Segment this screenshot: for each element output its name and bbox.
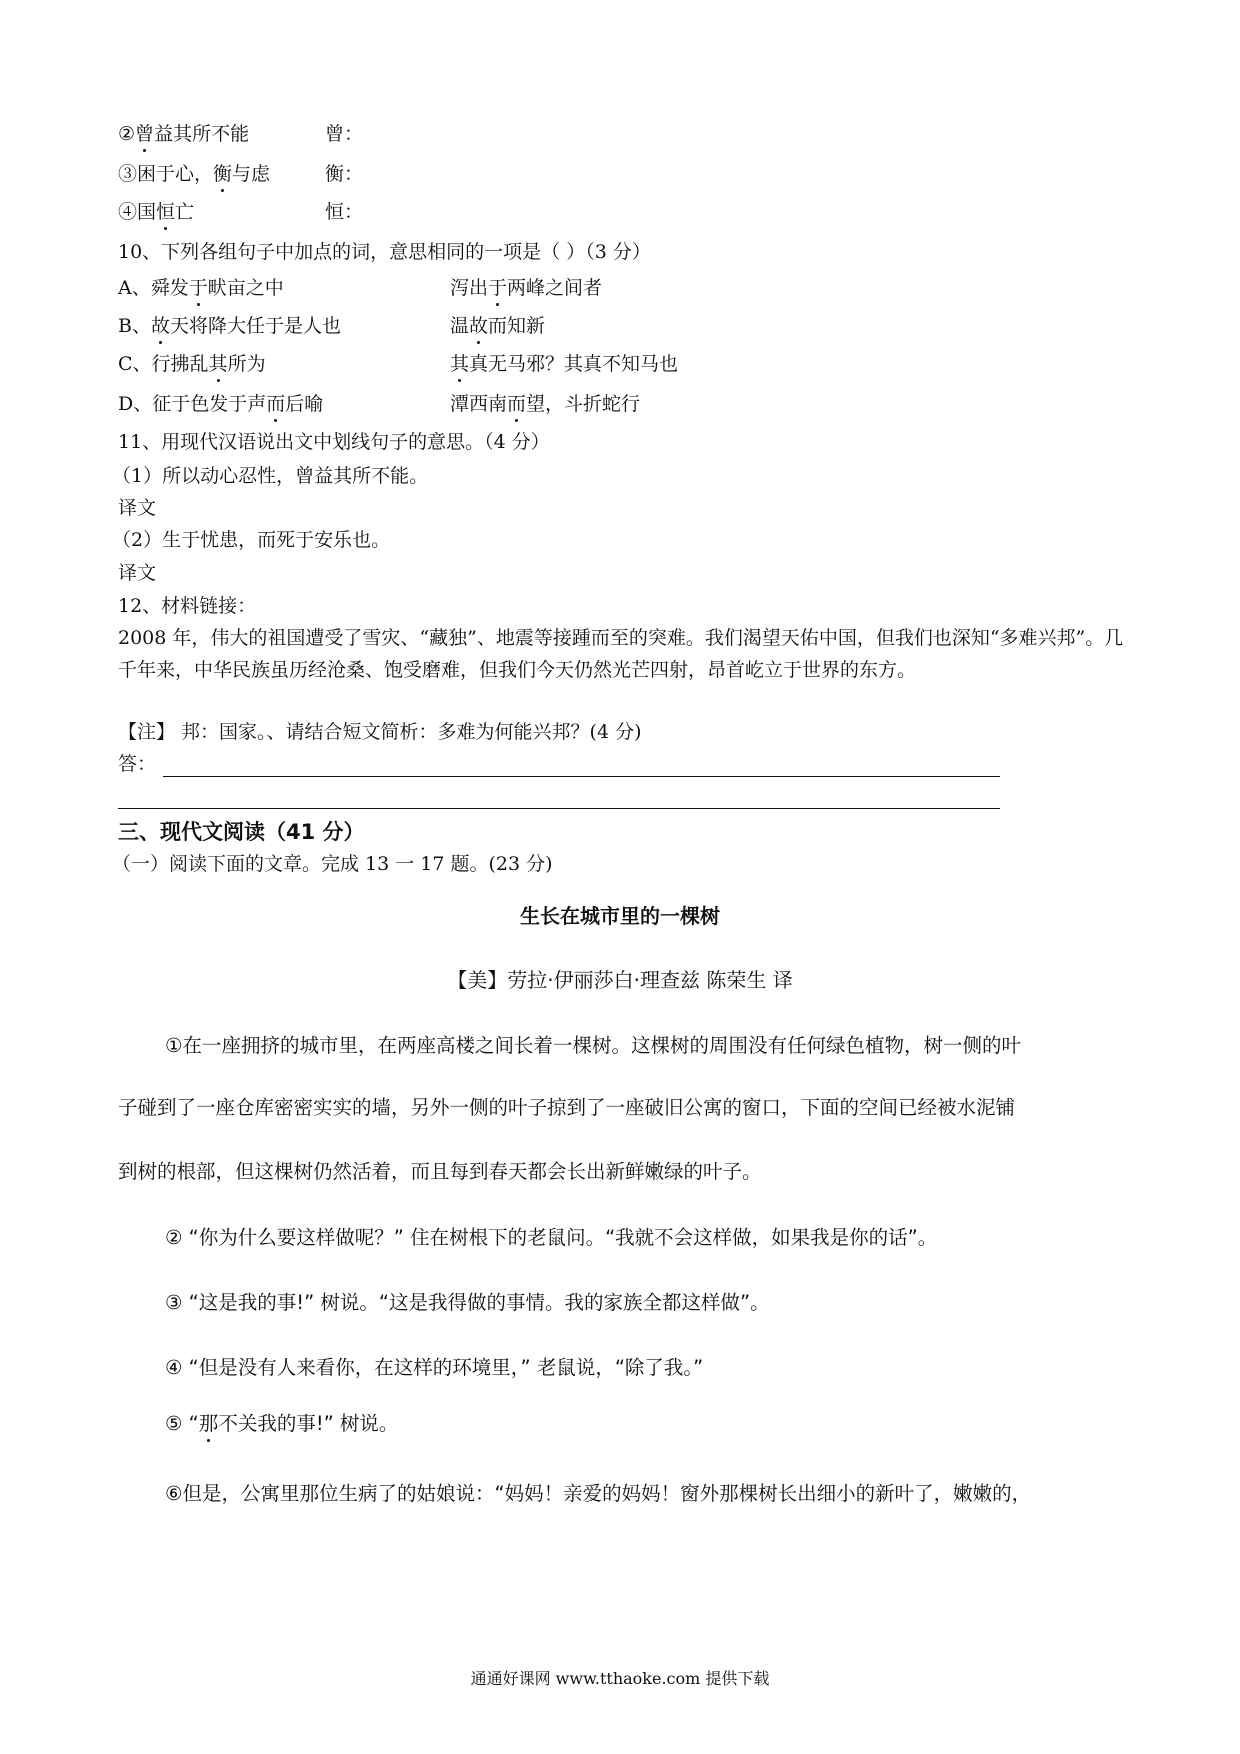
article-p6: ⑥但是，公寓里那位生病了的姑娘说：“妈妈！亲爱的妈妈！窗外那棵树长出细小的新叶了，嫩嫩的， xyxy=(165,1482,1032,1505)
q10-option-c-left xyxy=(118,352,266,376)
q11-sentence-2: （2）生于忧患，而死于安乐也。 xyxy=(112,529,391,551)
q9-item-4-answer-label: 恒： xyxy=(325,201,364,223)
article-p1-line-2: 子碰到了一座仓库密密实实的墙，另外一侧的叶子掠到了一座破旧公寓的窗口，下面的空间已经被水泥铺 xyxy=(118,1096,1016,1119)
section-3-heading: 三、现代文阅读（41 分） xyxy=(118,820,365,844)
article-p5 xyxy=(165,1408,398,1436)
q11-sentence-1: （1）所以动心忍性，曾益其所不能。 xyxy=(112,465,429,487)
q10-d-left-dotted: 而 xyxy=(266,393,286,415)
q11-translation-label-2: 译文 xyxy=(118,562,157,584)
q9-item-3-answer-label: 衡： xyxy=(325,163,364,185)
article-p1-line-3: 到树的根部，但这棵树仍然活着，而且每到春天都会长出新鲜嫩绿的叶子。 xyxy=(118,1160,762,1183)
q10-d-right-post: 望，斗折蛇行 xyxy=(526,393,641,415)
q12-note: 【注】 邦：国家。、请结合短文简析：多难为何能兴邦？(4 分) xyxy=(118,721,642,743)
q12-material: 2008 年，伟大的祖国遭受了雪灾、“藏独”、地震等接踵而至的突难。我们渴望天佑中国，但我们也深知“多难兴邦”。几千年来，中华民族虽历经沧桑、饱受磨难，但我们今天仍然光芒四射，昂首屹立于世界的东方。 xyxy=(118,627,1124,681)
article-author: 【美】劳拉·伊丽莎白·理查兹 陈荣生 译 xyxy=(447,968,793,992)
q10-c-right-dotted: 其 xyxy=(450,353,470,375)
article-p5-post: 不关我的事!” 树说。 xyxy=(218,1412,399,1435)
q9-item-4-prefix: ④国 xyxy=(118,201,157,223)
q12-answer-line-1[interactable] xyxy=(163,776,1000,777)
q12-answer-line-2[interactable] xyxy=(118,808,1000,809)
q10-a-right-pre: 泻出 xyxy=(450,277,489,299)
q10-d-left-post: 后喻 xyxy=(285,393,324,415)
q9-item-3-prefix: ③困于心， xyxy=(118,163,214,185)
q10-option-d-right xyxy=(450,392,640,416)
q9-item-2-text: 益其所不能 xyxy=(154,123,250,145)
article-p5-pre: ⑤ “ xyxy=(165,1412,199,1435)
q10-d-right-dotted: 而 xyxy=(507,393,527,415)
article-p5-dotted: 那 xyxy=(199,1408,219,1436)
q9-item-3 xyxy=(118,162,270,186)
q10-stem: 10、下列各组句子中加点的词，意思相同的一项是（ ）（3 分） xyxy=(118,241,651,263)
q12-stem: 12、材料链接： xyxy=(118,595,257,617)
q10-c-left-post: 所为 xyxy=(227,353,266,375)
q9-item-3-text: 与虑 xyxy=(232,163,271,185)
q9-item-4-dotted-char: 恒 xyxy=(156,201,176,223)
q10-option-a-right xyxy=(450,276,602,300)
article-p3: ③ “这是我的事!” 树说。“这是我得做的事情。我的家族全都这样做”。 xyxy=(165,1291,770,1314)
q10-b-left-pre: B、 xyxy=(118,315,151,337)
article-p2: ② “你为什么要这样做呢？” 住在树根下的老鼠问。“我就不会这样做，如果我是你的话”。 xyxy=(165,1226,938,1249)
q10-option-b-right xyxy=(450,314,545,338)
q9-item-2-dotted-char: 曾 xyxy=(135,123,155,145)
q10-a-right-dotted: 于 xyxy=(488,277,508,299)
q9-item-2-prefix: ② xyxy=(118,123,136,145)
q9-item-4 xyxy=(118,200,194,224)
page-footer: 通通好课网 www.tthaoke.com 提供下载 xyxy=(470,1669,770,1688)
q10-c-left-dotted: 其 xyxy=(208,353,228,375)
q12-answer-label: 答： xyxy=(118,753,157,775)
q10-option-b-left xyxy=(118,314,341,338)
q10-option-a-left xyxy=(118,276,284,300)
q10-b-right-pre: 温 xyxy=(450,315,470,337)
q10-d-right-pre: 潭西南 xyxy=(450,393,508,415)
q10-b-right-dotted: 故 xyxy=(469,315,489,337)
article-p4: ④ “但是没有人来看你，在这样的环境里，” 老鼠说，“除了我。” xyxy=(165,1356,704,1379)
q11-translation-label-1: 译文 xyxy=(118,497,157,519)
q10-d-left-pre: D、征于色发于声 xyxy=(118,393,267,415)
q10-a-right-post: 两峰之间者 xyxy=(507,277,603,299)
article-p1-line-1: ①在一座拥挤的城市里，在两座高楼之间长着一棵树。这棵树的周围没有任何绿色植物，树一侧的叶 xyxy=(165,1034,1021,1057)
q10-a-left-post: 畎亩之中 xyxy=(207,277,284,299)
q11-stem: 11、用现代汉语说出文中划线句子的意思。（4 分） xyxy=(118,431,550,453)
q10-c-right-post: 真无马邪？其真不知马也 xyxy=(469,353,679,375)
q10-c-left-pre: C、行拂乱 xyxy=(118,353,209,375)
q10-option-d-left xyxy=(118,392,323,416)
q9-item-2 xyxy=(118,122,249,146)
q10-b-left-dotted: 故 xyxy=(150,315,170,337)
q10-b-right-post: 而知新 xyxy=(488,315,546,337)
q10-option-c-right xyxy=(450,352,678,376)
article-title: 生长在城市里的一棵树 xyxy=(520,904,720,928)
q9-item-4-text: 亡 xyxy=(175,201,195,223)
q10-a-left-dotted: 于 xyxy=(188,277,208,299)
q10-b-left-post: 天将降大任于是人也 xyxy=(169,315,341,337)
q10-a-left-pre: A、舜发 xyxy=(118,277,189,299)
section-3-subheading: （一）阅读下面的文章。完成 13 一 17 题。(23 分) xyxy=(112,853,553,875)
q9-item-3-dotted-char: 衡 xyxy=(213,163,233,185)
q9-item-2-answer-label: 曾： xyxy=(325,123,364,145)
